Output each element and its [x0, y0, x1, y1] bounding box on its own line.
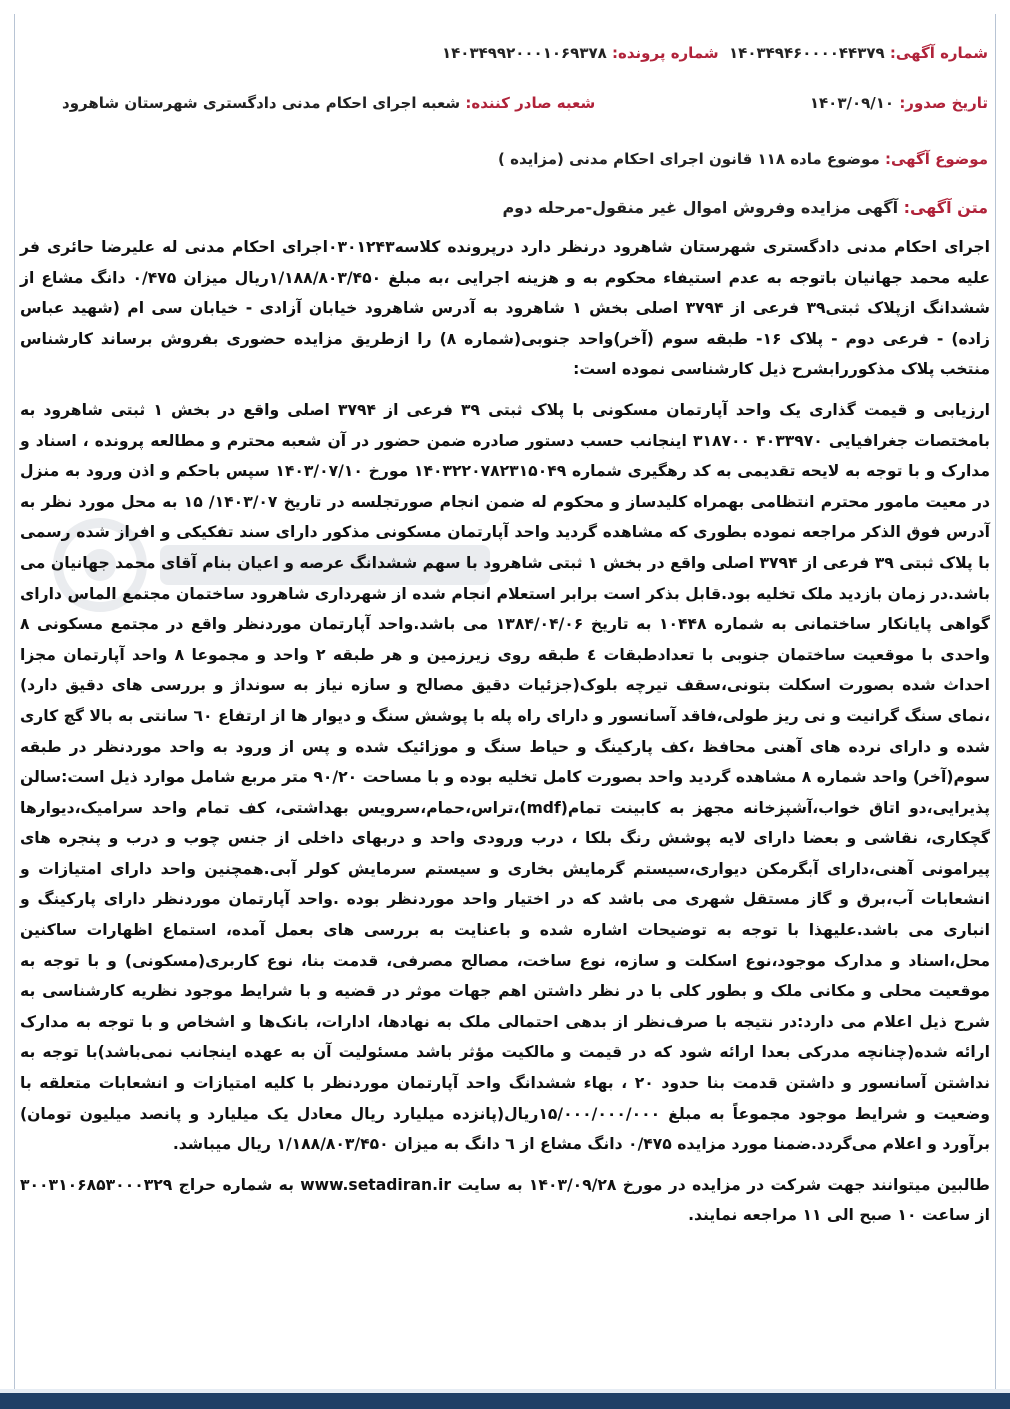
issue-date-label: تاریخ صدور: [899, 94, 988, 112]
footer-bar [0, 1393, 1010, 1409]
ad-number [729, 44, 988, 62]
issue-date-value: ۱۴۰۳/۰۹/۱۰ [809, 94, 895, 112]
ad-headline [22, 198, 988, 217]
ad-number-value: ۱۴۰۳۴۹۴۶۰۰۰۰۴۴۳۷۹ [729, 44, 885, 62]
subject-label: موضوع آگهی: [884, 150, 988, 168]
issuer-label: شعبه صادر کننده: [465, 94, 596, 112]
paragraph-participation: طالبین میتوانند جهت شرکت در مزایده در مورخ ۱۴۰۳/۰۹/۲۸ به سایت www.setadiran.ir به شماره حراج ۳۰۰۳۱۰۶۸۵۳۰۰۰۳۲۹ از ساعت ۱۰ صبح الی ۱۱ مراجعه نمایند. [20, 1175, 990, 1225]
case-number [442, 44, 719, 62]
paragraph-intro: اجرای احکام مدنی دادگستری شهرستان شاهرود درنظر دارد درپرونده کلاسه۰۳۰۱۲۴۳اجرای احکام مدنی له علیرضا حائری فر علیه محمد جهانیان باتوجه به عدم استیفاء محکوم به و هزینه اجرایی ،به مبلغ ۱/۱۸۸/۸۰۳/۴۵۰ریال میزان ۰/۴۷۵ دانگ مشاع از ششدانگ ازپلاک ثبتی۳۹ فرعی از ۳۷۹۴ اصلی بخش ۱ شاهرود به آدرس شاهرود خیابان آزادی - خیابان سی ام (شهید عباس زاده) - فرعی دوم - پلاک ۱۶- طبقه سوم (آخر)واحد جنوبی(شماره ۸) را ازطریق مزایده حضوری بفروش برساند کارشناس منتخب پلاک مذکوررابشرح ذیل کارشناسی نموده است: [20, 238, 991, 379]
case-number-label: شماره پرونده: [612, 44, 719, 62]
header-row-1 [22, 44, 988, 62]
header-row-2 [22, 94, 988, 112]
issue-date [810, 94, 988, 112]
ad-subject [22, 150, 988, 168]
issuer-value: شعبه اجرای احکام مدنی دادگستری شهرستان شاهرود [62, 94, 461, 112]
text-label: متن آگهی: [903, 198, 988, 217]
case-number-value: ۱۴۰۳۴۹۹۲۰۰۰۱۰۶۹۳۷۸ [442, 44, 607, 62]
subject-value: موضوع ماده ۱۱۸ قانون اجرای احکام مدنی (مزایده ) [498, 150, 880, 168]
headline-value: آگهی مزایده وفروش اموال غیر منقول-مرحله دوم [502, 198, 899, 217]
ad-body [20, 232, 990, 1241]
ad-number-label: شماره آگهی: [889, 44, 988, 62]
paragraph-appraisal: ارزیابی و قیمت گذاری یک واحد آپارتمان مسکونی با پلاک ثبتی ۳۹ فرعی از ۳۷۹۴ اصلی واقع در بخش ۱ ثبتی شاهرود به بامختصات جغرافیایی ۴۰۳۳۹۷۰ ۳۱۸۷۰۰ اینجانب حسب دستور صادره ضمن حضور در آن شعبه محترم و مطالعه پرونده ، اسناد و مدارک و با توجه به لایحه تقدیمی به کد رهگیری شماره ۱۴۰۳۲۲۰۷۸۲۳۱۵۰۴۹ مورخ ۱۴۰۳/۰۷/۱۰ سپس باحکم و اذن ورود به منزل در معیت مامور محترم انتظامی بهمراه کلیدساز و محکوم له ضمن انجام صورتجلسه در تاریخ ۱۴۰۳/۰۷/ ۱۵ به محل مورد نظر به آدرس فوق الذکر مراجعه نموده بطوری که مشاهده گردید واحد آپارتمان مسکونی مذکور دارای سند تفکیکی و افراز شده رسمی با پلاک ثبتی ۳۹ فرعی از ۳۷۹۴ اصلی واقع در بخش ۱ ثبتی شاهرود با سهم ششدانگ عرصه و اعیان بنام آقای محمد جهانیان می باشد.در زمان بازدید ملک تخلیه بود.قابل بذکر است برابر استعلام انجام شده از شهرداری شاهرود ساختمان مجتمع الماس دارای گواهی پایانکار ساختمانی به شماره ۱۰۴۴۸ به تاریخ ۱۳۸۴/۰۴/۰۶ می باشد.واحد آپارتمان موردنظر واقع در مجتمع مسکونی ۸ واحدی با موقعیت ساختمان جنوبی با تعدادطبقات ٤ طبقه روی زیرزمین و هر طبقه ۲ واحد و مجموعا ۸ واحد آپارتمان مجزا احداث شده بصورت اسکلت بتونی،سقف تیرچه بلوک(جزئیات دقیق مصالح و سازه نیاز به سونداژ و بررسی های دقیق دارد) ،نمای سنگ گرانیت و نی ریز طولی،فاقد آسانسور و دارای راه پله با پوشش سنگ و دیوار ها از ارتفاع ٦۰ سانتی به بالا گچ کاری شده و دارای نرده های آهنی محافظ ،کف پارکینگ و حیاط سنگ و موزائیک شده و پس از ورود به واحد موردنظر در طبقه سوم(آخر) واحد شماره ۸ مشاهده گردید واحد بصورت کامل تخلیه بوده و با مساحت ۹۰/۲۰ متر مربع شامل موارد ذیل است:سالن پذیرایی،دو اتاق خواب،آشپزخانه مجهز به کابینت تمام(mdf)،تراس،حمام،سرویس بهداشتی، کف تمام واحد سرامیک،دیوارها گچکاری، نقاشی و بعضا دارای لایه پوشش رنگ بلکا ، درب ورودی واحد و دربهای داخلی از جنس چوب و درب و پنجره های پیرامونی آهنی،دارای آبگرمکن دیواری،سیستم گرمایش بخاری و سیستم سرمایش کولر آبی.همچنین واحد دارای امتیازات و انشعابات آب،برق و گاز مستقل شهری می باشد که در اختیار واحد موردنظر بوده .واحد آپارتمان موردنظر دارای پارکینگ و انباری می باشد.علیهذا با توجه به توضیحات اشاره شده و باعنایت به بررسی های بعمل آمده، استماع اظهارات ساکنین محل،اسناد و مدارک موجود،نوع اسکلت و سازه، نوع ساخت، مصالح مصرفی، قدمت بنا، نوع کاربری(مسکونی) و با توجه به موقعیت محلی و مکانی ملک و بطور کلی با در نظر داشتن اهم جهات موثر در قضیه و با شرایط موجود نظریه کارشناسی به شرح ذیل اعلام می دارد:در نتیجه با صرف‌نظر از بدهی احتمالی ملک به نهادها، ادارات، بانک‌ها و اشخاص و با توجه به مدارک ارائه شده(چنانچه مدرکی بعدا ارائه شود که در قیمت و مالکیت مؤثر باشد مسئولیت آن به عهده اینجانب نمی‌باشد)با توجه به نداشتن آسانسور و داشتن قدمت بنا حدود ۲۰ ، بهاء ششدانگ واحد آپارتمان موردنظر با کلیه امتیازات و انشعابات متعلقه با وضعیت و شرایط موجود مجموعاً به مبلغ ۱۵/۰۰۰/۰۰۰/۰۰۰ریال(پانزده میلیارد ریال معادل یک میلیارد و پانصد میلیون تومان) برآورد و اعلام می‌گردد.ضمنا مورد مزایده ۰/۴۷۵ دانگ مشاع از ٦ دانگ به میزان ۱/۱۸۸/۸۰۳/۴۵۰ ریال میباشد. [20, 400, 991, 1154]
issuer [62, 94, 595, 112]
